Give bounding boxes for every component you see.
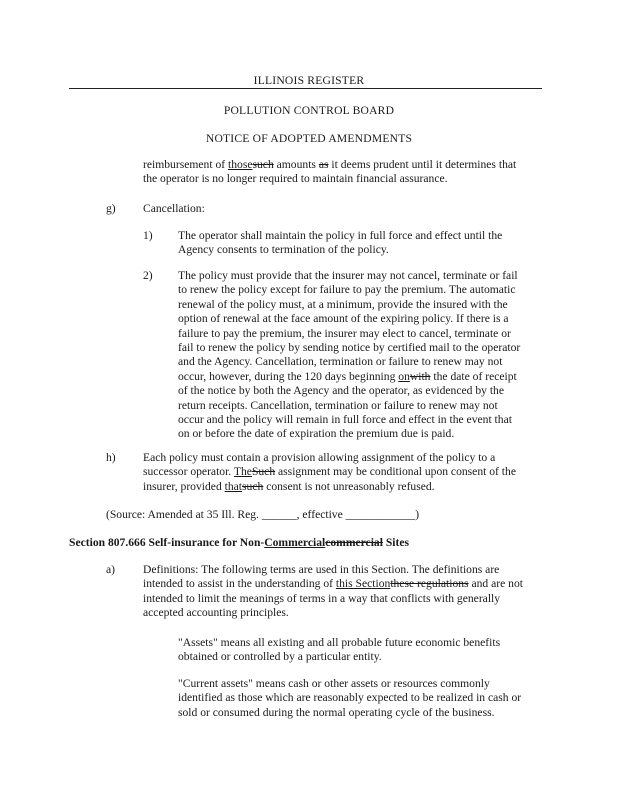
definition-line: "Assets" means all existing and all probable future economic benefits [178, 636, 501, 649]
item-1-text [178, 229, 502, 258]
text-run: assignment may be conditional upon consent of the [275, 465, 516, 479]
text-run: Section 807.666 Self-insurance for Non- [69, 536, 265, 549]
text-run: it deems prudent until it determines that [328, 158, 517, 171]
register-title: ILLINOIS REGISTER [253, 74, 365, 87]
definition-line: sold or consumed during the normal operating cycle of the business. [178, 705, 495, 719]
continuation-line-2: the operator is no longer required to maintain financial assurance. [143, 172, 448, 186]
inserted-text: The [233, 465, 252, 479]
deleted-text: such [242, 479, 264, 493]
item-2-line: on or before the date of expiration the premium due is paid. [178, 427, 455, 441]
text-run: the date of receipt [430, 369, 517, 383]
header-rule [69, 88, 542, 89]
deleted-text: commercial [325, 536, 383, 549]
item-2-line: and the Agency. Cancellation, termination or failure to renew may not [178, 355, 503, 369]
item-2-line [178, 370, 520, 384]
text-run: intended to assist in the understanding of [143, 577, 336, 591]
subsection-a-text [143, 563, 523, 621]
deleted-text: such [252, 158, 274, 171]
section-heading [69, 536, 409, 550]
deleted-text: as [318, 158, 329, 171]
text-run: successor operator. [143, 465, 234, 479]
subsection-a-line: Definitions: The following terms are used in this Section. The definitions are [143, 563, 500, 576]
text-run: reimbursement of [143, 158, 228, 171]
item-2-line: of the notice by both the Agency and the operator, as evidenced by the [178, 384, 504, 398]
item-2-line: failure to pay the premium, the insurer may elect to cancel, terminate or [178, 326, 511, 340]
item-2-number: 2) [143, 269, 153, 282]
inserted-text: that [224, 479, 243, 493]
item-2-line: occur and the policy will remain in full force and effect in the event that [178, 412, 512, 426]
subsection-a-label: a) [106, 563, 116, 576]
deleted-text: these regulations [390, 577, 469, 591]
item-2-line: to renew the policy except for failure to pay the premium. The automatic [178, 283, 516, 297]
inserted-text: those [228, 158, 253, 171]
inserted-text: this Section [335, 577, 391, 591]
definition-current-assets [178, 677, 521, 720]
definition-assets [178, 636, 500, 665]
item-2-line: The policy must provide that the insurer may not cancel, terminate or fail [178, 269, 518, 282]
deleted-text: with [409, 369, 431, 383]
deleted-text: Such [251, 465, 276, 479]
text-run: insurer, provided [143, 479, 225, 493]
text-run: amounts [273, 158, 319, 171]
item-2-line: return receipts. Cancellation, termination or failure to renew may not [178, 398, 498, 412]
definition-line: identified as those which are reasonably expected to be realized in cash or [178, 691, 522, 705]
text-run: occur, however, during the 120 days beginning [178, 369, 399, 383]
subsection-g-title: Cancellation: [143, 202, 205, 215]
subsection-h-line: Each policy must contain a provision allowing assignment of the policy to a [143, 451, 496, 464]
subsection-h-text [143, 451, 516, 494]
source-note: (Source: Amended at 35 Ill. Reg. ______, effective ____________) [106, 508, 420, 521]
text-run: Sites [382, 536, 410, 549]
continuation-paragraph [143, 158, 516, 187]
definition-line: "Current assets" means cash or other assets or resources commonly [178, 677, 490, 690]
item-2-line: option of renewal at the face amount of the expiring policy. If there is a [178, 312, 509, 326]
subsection-h-line [143, 465, 516, 479]
continuation-line-1 [143, 158, 516, 172]
notice-title: NOTICE OF ADOPTED AMENDMENTS [205, 132, 413, 145]
item-2-text [178, 269, 520, 442]
subsection-h-label: h) [106, 451, 116, 464]
subsection-h-line [143, 480, 516, 494]
item-1-line: Agency consents to termination of the policy. [178, 243, 389, 257]
subsection-a-line [143, 577, 523, 591]
inserted-text: on [398, 369, 410, 383]
inserted-text: Commercial [264, 536, 326, 549]
item-1-number: 1) [143, 229, 153, 242]
text-run: consent is not unreasonably refused. [263, 479, 435, 493]
subsection-a-line: intended to limit the meanings of terms in a way that conflicts with generally [143, 591, 501, 605]
definition-line: obtained or controlled by a particular entity. [178, 650, 382, 664]
agency-title: POLLUTION CONTROL BOARD [223, 104, 395, 117]
subsection-g-label: g) [106, 202, 116, 215]
subsection-a-line: accepted accounting principles. [143, 606, 289, 620]
item-2-line: renewal of the policy must, at a minimum, provide the insured with the [178, 297, 508, 311]
item-2-line: fail to renew the policy by sending notice by certified mail to the operator [178, 340, 521, 354]
text-run: and are not [468, 577, 523, 591]
item-1-line: The operator shall maintain the policy in full force and effect until the [178, 229, 503, 242]
